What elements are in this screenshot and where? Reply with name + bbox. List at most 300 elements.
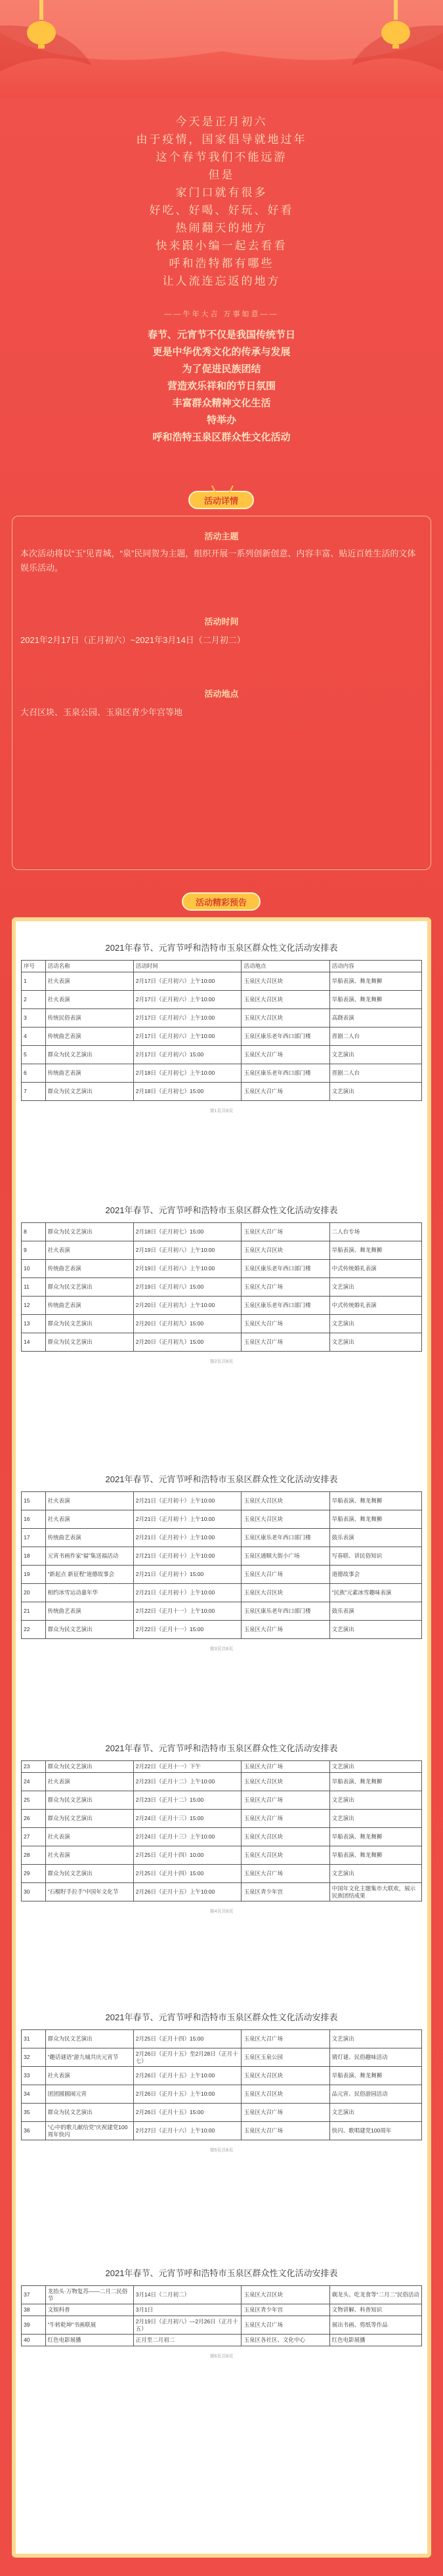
table-cell: 文艺演出 [329,1083,421,1101]
detail-tag-label: 活动详情 [203,496,238,506]
table-cell: 29 [22,1865,46,1883]
time-text: 2021年2月17日（正月初六）~2021年3月14日（二月初二） [20,635,245,645]
table-cell: 群众为民文艺演出 [45,1865,133,1883]
table-cell: 玉泉区青少年宫 [242,1883,329,1901]
table-cell: 玉泉区大召区块 [242,2085,329,2104]
detail-section-tag [188,491,254,509]
table-cell: 13 [22,1315,46,1333]
table-cell: 传统曲艺表演 [45,1602,133,1621]
table-cell: 品元宵、民俗游园活动 [329,2085,421,2104]
table-row [22,1333,422,1352]
table-cell: 2月21日（正月初十）15:00 [133,1566,242,1584]
schedule-section-tag [182,892,261,911]
page-number: 第5页共6页 [209,2148,234,2153]
table-cell: 9 [22,1241,46,1260]
table-cell: 群众为民文艺演出 [45,1046,133,1064]
schedule-table [21,1760,422,1901]
page-number: 第1页共6页 [209,1109,234,1113]
table-cell: 剃龙头、吃龙食等“二月二”民俗活动 [329,2286,421,2304]
table-cell: 6 [22,1064,46,1083]
schedule-tag-label: 活动精彩预告 [195,898,247,907]
poem-line: 热闹翻天的地方 [175,222,268,234]
table-cell: 2月26日（正月十五）上午10:00 [133,2067,242,2085]
table-cell: 玉泉区康乐老年西口部门楼 [242,1260,329,1278]
table-cell: 2月19日（正月初八）15:00 [133,1278,242,1297]
schedule-table [21,1222,422,1352]
table-cell: 群众为民文艺演出 [45,1810,133,1828]
table-cell: 2月22日（正月十一）15:00 [133,1621,242,1639]
table-cell: 中式传统婚礼表演 [329,1260,421,1278]
schedule-table [21,1491,422,1639]
table-row [22,1297,422,1315]
schedule-page [21,941,422,1114]
table-cell: 文艺演出 [329,1810,421,1828]
table-cell: “民族”元素冰雪趣味表演 [329,1584,421,1602]
table-cell: 16 [22,1510,46,1529]
table-cell: 群众为民文艺演出 [45,1333,133,1352]
table-cell: 3 [22,1009,46,1028]
purpose-line: 营造欢乐祥和的节日氛围 [167,381,276,392]
table-cell: 玉泉区康乐老年西口部门楼 [242,1064,329,1083]
table-cell: 玉泉区大召广场 [242,1278,329,1297]
table-row [22,1602,422,1621]
table-cell: 2月21日（正月初十）上午10:00 [133,1584,242,1602]
table-cell: 5 [22,1046,46,1064]
table-cell: 红色电影展播 [45,2335,133,2346]
table-cell: 展出书画、剪纸等作品 [329,2316,421,2335]
poem-line: 快来跟小编一起去看看 [156,239,287,252]
table-cell: 22 [22,1621,46,1639]
purpose-line: 春节、元宵节不仅是我国传统节日 [147,329,295,341]
table-cell: 二人台专场 [329,1223,421,1241]
table-row [22,2122,422,2140]
table-cell: 写春联、讲民俗知识 [329,1547,421,1566]
purpose-line: 更是中华优秀文化的传承与发展 [152,346,291,358]
table-cell: 社火表演 [45,1510,133,1529]
schedule-page [21,1472,422,1652]
table-cell: 玉泉区大召广场 [242,1333,329,1352]
page-number: 第3页共6页 [209,1647,234,1652]
table-cell: 2月20日（正月初九）15:00 [133,1315,242,1333]
table-cell: 38 [22,2304,46,2316]
table-cell: 18 [22,1547,46,1566]
table-row [22,1621,422,1639]
table-cell: 玉泉区大召广场 [242,2316,329,2335]
table-cell: 2月24日（正月十三）15:00 [133,1810,242,1828]
table-row [22,1791,422,1810]
table-cell: 群众为民文艺演出 [45,1278,133,1297]
table-cell: 玉泉区康乐老年西口部门楼 [242,1028,329,1046]
table-cell: 正月至二月初二 [133,2335,242,2346]
schedule-title: 2021年春节、元宵节呼和浩特市玉泉区群众性文化活动安排表 [105,2012,338,2022]
table-header-cell: 活动名称 [45,961,133,972]
table-cell: “牛转乾坤”书画联展 [45,2316,133,2335]
table-cell: 2月26日（正月十五）上午10:00 [133,1883,242,1901]
table-cell: 10 [22,1260,46,1278]
table-cell: 文艺演出 [329,1333,421,1352]
table-cell: “趣话谜语”游九城共庆元宵节 [45,2048,133,2067]
table-cell: 玉泉区大召区块 [242,991,329,1009]
lantern-banner-decoration [0,0,443,98]
table-cell: 传统曲艺表演 [45,1297,133,1315]
table-cell: 鼓乐表演 [329,1602,421,1621]
table-cell: 群众为民文艺演出 [45,1761,133,1773]
table-cell: 社火表演 [45,1846,133,1865]
schedule-title: 2021年春节、元宵节呼和浩特市玉泉区群众性文化活动安排表 [105,1205,338,1215]
table-cell: 4 [22,1028,46,1046]
table-cell: 晋剧二人台 [329,1064,421,1083]
schedule-page [21,2266,422,2359]
table-cell: 社火表演 [45,991,133,1009]
table-header-cell: 序号 [22,961,46,972]
table-cell: 高跷表演 [329,1009,421,1028]
table-cell: 32 [22,2048,46,2067]
table-cell: 2月21日（正月初十）上午10:00 [133,1510,242,1529]
table-cell: 传统民俗表演 [45,1009,133,1028]
poem-line: 呼和浩特都有哪些 [169,257,274,270]
schedule-page [21,1741,422,1915]
table-cell: 旱船表演、舞龙舞狮 [329,972,421,991]
table-cell: “石榴籽手拉手”中国年文化节 [45,1883,133,1901]
table-cell: 文艺演出 [329,2030,421,2048]
table-cell: 玉泉区大召区块 [242,1510,329,1529]
schedule-title: 2021年春节、元宵节呼和浩特市玉泉区群众性文化活动安排表 [105,2268,338,2278]
table-cell: 群众为民文艺演出 [45,1315,133,1333]
table-cell: 2月24日（正月十三）上午10:00 [133,1828,242,1846]
table-cell: 旱船表演、舞龙舞狮 [329,1828,421,1846]
table-cell: 团团圆圆闹元宵 [45,2085,133,2104]
table-cell: 14 [22,1333,46,1352]
table-row [22,2104,422,2122]
table-cell: 2月17日（正月初六）上午10:00 [133,972,242,991]
table-cell: 文艺演出 [329,1761,421,1773]
table-row [22,1046,422,1064]
table-cell: 社火表演 [45,1492,133,1510]
poem-line: 让人流连忘返的地方 [162,275,281,287]
table-row [22,1009,422,1028]
table-cell: 玉泉区大召广场 [242,1865,329,1883]
table-cell: 相约冰雪运动嘉年华 [45,1584,133,1602]
table-cell: 2月25日（正月十四）15:00 [133,1865,242,1883]
table-row [22,1260,422,1278]
table-cell: 11 [22,1278,46,1297]
table-cell: 40 [22,2335,46,2346]
table-cell: 猜灯谜、民俗趣味活动 [329,2048,421,2067]
table-cell: 2月21日（正月初十）上午10:00 [133,1547,242,1566]
purpose-line: 丰富群众精神文化生活 [172,398,271,409]
table-cell: 23 [22,1761,46,1773]
table-cell: 玉泉区大召广场 [242,2122,329,2140]
table-cell: 2月21日（正月初十）上午10:00 [133,1492,242,1510]
table-cell: 34 [22,2085,46,2104]
schedule-title: 2021年春节、元宵节呼和浩特市玉泉区群众性文化活动安排表 [105,1474,338,1484]
table-cell: 2月26日（正月十五）15:00 [133,2104,242,2122]
page-number: 第4页共6页 [209,1909,234,1914]
table-cell: 2月26日（正月十五）上午10:00 [133,2085,242,2104]
table-cell: 群众为民文艺演出 [45,1791,133,1810]
table-cell: 玉泉区大召区块 [242,2286,329,2304]
table-cell: 玉泉区大召广场 [242,1315,329,1333]
table-cell: 传统曲艺表演 [45,1028,133,1046]
poem-line: 好吃、好喝、好玩、好看 [149,204,294,217]
table-cell: 2月17日（正月初六）上午10:00 [133,991,242,1009]
page-number: 第2页共6页 [209,1360,234,1364]
table-cell: 社火表演 [45,1773,133,1791]
table-cell: 2月22日（正月十一）下午 [133,1761,242,1773]
table-row [22,991,422,1009]
table-row [22,2316,422,2335]
table-cell: 2月22日（正月十一）上午10:00 [133,1602,242,1621]
table-row [22,2067,422,2085]
table-row [22,1810,422,1828]
table-cell: 玉泉区青少年宫 [242,2304,329,2316]
table-cell: 玉泉区大召区块 [242,2067,329,2085]
table-cell: 群众为民文艺演出 [45,1621,133,1639]
section-divider: ——牛年大吉 万事如意—— [164,310,279,318]
activity-detail-panel [12,516,431,870]
purpose-line: 特举办 [206,415,236,426]
table-cell: 2月20日（正月初九）15:00 [133,1333,242,1352]
table-row [22,1846,422,1865]
poem-line: 由于疫情，国家倡导就地过年 [136,133,307,146]
table-cell: 2月23日（正月十二）上午10:00 [133,1773,242,1791]
table-cell: 24 [22,1773,46,1791]
table-cell: 26 [22,1810,46,1828]
table-row [22,2335,422,2346]
table-cell: 8 [22,1223,46,1241]
table-cell: 2 [22,991,46,1009]
table-cell: 30 [22,1883,46,1901]
table-cell: 玉泉区大召区块 [242,1241,329,1260]
table-cell: 39 [22,2316,46,2335]
table-cell: 旱船表演、舞龙舞狮 [329,1241,421,1260]
table-row [22,1547,422,1566]
table-cell: 玉泉区康乐老年西口部门楼 [242,1297,329,1315]
table-row [22,1529,422,1547]
table-cell: 中国年文化主题集市大联欢，展示民族团结成果 [329,1883,421,1901]
table-cell: 玉泉区各社区、文化中心 [242,2335,329,2346]
purpose-text [0,327,443,446]
table-cell: 快闪、歌唱建党100周年 [329,2122,421,2140]
schedule-page [21,1203,422,1365]
table-cell: 玉泉区大召区块 [242,1828,329,1846]
poem-line: 但是 [208,169,235,181]
table-row [22,1083,422,1101]
table-cell: 31 [22,2030,46,2048]
table-cell: 2月18日（正月初七）上午10:00 [133,1064,242,1083]
table-cell: 旱船表演、舞龙舞狮 [329,1846,421,1865]
theme-text: 本次活动将以“玉”见青城，“泉”民同贺为主题，组织开展一系列创新创意、内容丰富、贴近百姓生活的文体娱乐活动。 [20,549,416,573]
table-header-cell: 活动地点 [242,961,329,972]
table-cell: 旱船表演、舞龙舞狮 [329,991,421,1009]
table-cell: 玉泉区大召广场 [242,1791,329,1810]
table-cell: 27 [22,1828,46,1846]
table-row [22,1584,422,1602]
table-cell: 晋剧二人台 [329,1028,421,1046]
table-cell: 玉泉区大召广场 [242,1810,329,1828]
table-cell: 2月25日（正月十四）10:00 [133,1846,242,1865]
table-row [22,1315,422,1333]
time-heading: 活动时间 [204,617,239,627]
table-cell: 玉泉区大召广场 [242,1566,329,1584]
table-cell: 25 [22,1791,46,1810]
table-row [22,1223,422,1241]
table-cell: 传统曲艺表演 [45,1260,133,1278]
table-cell: 龙抬头·万物复苏——二月二民俗节 [45,2286,133,2304]
table-row [22,2048,422,2067]
table-cell: 文艺演出 [329,2104,421,2122]
table-cell: 2月19日（正月初八）上午10:00 [133,1260,242,1278]
place-text: 大召区块、玉泉公园、玉泉区青少年宫等地 [20,707,183,717]
table-cell: 36 [22,2122,46,2140]
table-cell: 传统曲艺表演 [45,1064,133,1083]
table-row [22,1883,422,1901]
table-cell: 社火表演 [45,1241,133,1260]
table-cell: 35 [22,2104,46,2122]
table-cell: 文艺演出 [329,1315,421,1333]
table-cell: 文娱科普 [45,2304,133,2316]
table-row [22,1278,422,1297]
table-cell: 玉泉区大召广场 [242,2030,329,2048]
table-cell: 群众为民文艺演出 [45,1083,133,1101]
table-row [22,1566,422,1584]
poem-line: 这个春节我们不能远游 [156,151,287,163]
table-cell: 15 [22,1492,46,1510]
table-header-cell: 活动时间 [133,961,242,972]
table-cell: 玉泉区大召广场 [242,1223,329,1241]
table-row [22,1828,422,1846]
table-cell: 2月17日（正月初六）上午10:00 [133,1028,242,1046]
table-cell: 旱船表演、舞龙舞狮 [329,1773,421,1791]
table-cell: 玉泉区大召区块 [242,1492,329,1510]
table-cell: 玉泉区大召广场 [242,2104,329,2122]
table-cell: 玉泉区大召区块 [242,1009,329,1028]
table-cell: 2月18日（正月初七）15:00 [133,1223,242,1241]
page-number: 第6页共6页 [209,2354,234,2359]
purpose-line: 为了促进民族团结 [182,364,261,375]
table-cell: 元宵书画作家“福”集送福活动 [45,1547,133,1566]
table-cell: 3月1日 [133,2304,242,2316]
table-cell: 道德故事会 [329,1566,421,1584]
schedule-title: 2021年春节、元宵节呼和浩特市玉泉区群众性文化活动安排表 [105,1743,338,1753]
table-cell: 3月14日（二月初二） [133,2286,242,2304]
table-cell: 文艺演出 [329,1046,421,1064]
tv-antenna-icon [209,486,236,493]
table-cell: 2月26日（正月十五）至2月28日（正月十七） [133,2048,242,2067]
intro-poem [0,113,443,290]
table-row [22,1241,422,1260]
table-cell: 玉泉区大召广场 [242,1083,329,1101]
table-cell: 群众为民文艺演出 [45,2104,133,2122]
table-cell: 2月19日（正月初八）—2月26日（正月十五） [133,2316,242,2335]
table-row [22,2304,422,2316]
table-row [22,1761,422,1773]
table-cell: 鼓乐表演 [329,1529,421,1547]
table-row [22,972,422,991]
table-row [22,1028,422,1046]
table-header-cell: 活动内容 [329,961,421,972]
table-cell: 文艺演出 [329,1791,421,1810]
table-cell: 社火表演 [45,2067,133,2085]
table-cell: 玉泉区康乐老年西口部门楼 [242,1529,329,1547]
table-row [22,2030,422,2048]
table-cell: 玉泉区大召广场 [242,1046,329,1064]
table-cell: 文艺演出 [329,1865,421,1883]
table-cell: 2月19日（正月初八）上午10:00 [133,1241,242,1260]
table-cell: 玉泉区大召区块 [242,1773,329,1791]
table-row [22,1773,422,1791]
place-heading: 活动地点 [204,689,239,699]
table-cell: 玉泉区康乐老年西口部门楼 [242,1602,329,1621]
table-cell: “心中的歌儿献给党”庆祝建党100周年快闪 [45,2122,133,2140]
table-cell: 37 [22,2286,46,2304]
table-cell: 12 [22,1297,46,1315]
table-cell: 群众为民文艺演出 [45,2030,133,2048]
table-cell: 玉泉区大召广场 [242,1761,329,1773]
table-cell: 2月18日（正月初七）15:00 [133,1083,242,1101]
table-row [22,1865,422,1883]
schedule-title: 2021年春节、元宵节呼和浩特市玉泉区群众性文化活动安排表 [105,943,338,953]
table-cell: 中式传统婚礼表演 [329,1297,421,1315]
table-cell: 33 [22,2067,46,2085]
table-cell: 1 [22,972,46,991]
table-cell: 20 [22,1584,46,1602]
table-cell: 2月23日（正月十二）15:00 [133,1791,242,1810]
table-cell: 玉泉区大召区块 [242,972,329,991]
table-cell: 红色电影展播 [329,2335,421,2346]
table-cell: “新起点 新征程”道德故事会 [45,1566,133,1584]
table-cell: 玉泉区大召区块 [242,1846,329,1865]
table-cell: 旱船表演、舞龙舞狮 [329,1492,421,1510]
table-cell: 社火表演 [45,972,133,991]
table-header-row [22,961,422,972]
theme-heading: 活动主题 [204,531,239,541]
schedule-page [21,2010,422,2153]
table-cell: 28 [22,1846,46,1865]
table-cell: 19 [22,1566,46,1584]
schedule-document [12,917,431,2558]
table-cell: 2月27日（正月十六）上午10:00 [133,2122,242,2140]
table-cell: 旱船表演、舞龙舞狮 [329,2067,421,2085]
page-footer [0,2560,443,2576]
poem-line: 家门口就有很多 [175,186,268,199]
purpose-line: 呼和浩特玉泉区群众性文化活动 [152,432,291,443]
table-cell: 玉泉区通顺大街小广场 [242,1547,329,1566]
table-cell: 玉泉区大召区块 [242,1584,329,1602]
schedule-table [21,2285,422,2346]
table-row [22,2286,422,2304]
table-cell: 玉泉区大召广场 [242,1621,329,1639]
table-cell: 传统曲艺表演 [45,1529,133,1547]
schedule-table [21,960,422,1101]
table-row [22,1492,422,1510]
table-cell: 2月21日（正月初十）上午10:00 [133,1529,242,1547]
table-cell: 社火表演 [45,1828,133,1846]
table-cell: 玉泉区玉泉公园 [242,2048,329,2067]
schedule-table [21,2029,422,2140]
table-cell: 文艺演出 [329,1278,421,1297]
table-cell: 21 [22,1602,46,1621]
table-cell: 旱船表演、舞龙舞狮 [329,1510,421,1529]
table-cell: 文艺演出 [329,1621,421,1639]
table-row [22,1064,422,1083]
table-row [22,1510,422,1529]
table-cell: 文物讲解、科普知识 [329,2304,421,2316]
table-cell: 2月17日（正月初六）15:00 [133,1046,242,1064]
table-cell: 17 [22,1529,46,1547]
table-cell: 2月17日（正月初六）上午10:00 [133,1009,242,1028]
table-cell: 2月20日（正月初九）上午10:00 [133,1297,242,1315]
